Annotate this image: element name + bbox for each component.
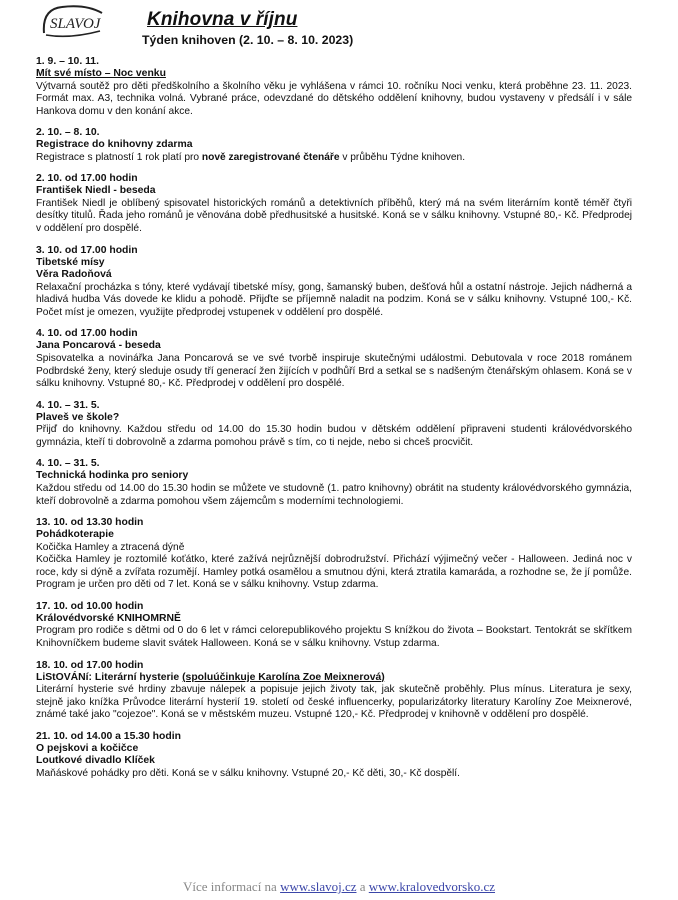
event-date: 13. 10. od 13.30 hodin: [36, 517, 144, 529]
event-item: [36, 127, 632, 164]
event-description: Literární hysterie své hrdiny zbavuje nálepek a popisuje jejich životy tak, jak skutečně proběhly. Plus mínus. Literatura je sexy, stejně jako knížka Průvodce literární hysterií 19. století od české influencerky, popularizátorky literatury Karolíny Zoe Meixnerové, známé také jako "cojezoe". Koná se v městském muzeu. Vstupné 120,- Kč. Předprodej v knihovně v oddělení pro dospělé.: [36, 684, 632, 721]
logo-text: SLAVOJ: [50, 16, 101, 32]
event-title: Tibetské mísy: [36, 256, 105, 268]
event-title: Jana Poncarová - beseda: [36, 340, 161, 352]
event-title: Mít své místo – Noc venku: [36, 68, 166, 79]
page-title: Knihovna v říjnu: [147, 9, 298, 30]
event-date: 4. 10. od 17.00 hodin: [36, 328, 138, 340]
event-item: [36, 400, 632, 450]
event-title: [36, 672, 632, 685]
event-date: 1. 9. – 10. 11.: [36, 56, 99, 67]
event-item: [36, 328, 632, 390]
event-title-guest: (spoluúčinkuje Karolína Zoe Meixnerová): [182, 671, 385, 683]
event-item: [36, 517, 632, 592]
event-date: 4. 10. – 31. 5.: [36, 399, 100, 411]
footer-prefix: Více informací na: [182, 879, 281, 894]
event-date: 3. 10. od 17.00 hodin: [36, 244, 138, 256]
event-title: Technická hodinka pro seniory: [36, 470, 189, 482]
event-description: Výtvarná soutěž pro děti předškolního a školního věku je vyhlášena v rámci 10. ročníku Noci venku, která proběhne 23. 11. 2023. Formát max. A3, technika volná. Vybrané práce, odevzdané do dětského oddělení knihovny, budou vystaveny v předsálí i v sále Hankova domu v den konání akce.: [36, 80, 632, 117]
event-description: Spisovatelka a novinářka Jana Poncarová se ve své tvorbě inspiruje skutečnými událostmi. Debutovala v roce 2018 románem Podbrdské ženy, který sleduje osudy tří generací žen žijících v podhůří Brd a setkal se s nadšeným čtenářským ohlasem. Koná se v sálku knihovny. Vstupné 80,- Kč. Předprodej v oddělení pro dospělé.: [36, 352, 632, 390]
event-title: Registrace do knihovny zdarma: [36, 139, 193, 151]
event-performer: Věra Radoňová: [36, 269, 112, 281]
link-slavoj[interactable]: www.slavoj.cz: [280, 879, 357, 894]
event-item: [36, 245, 632, 320]
event-date: 18. 10. od 17.00 hodin: [36, 659, 144, 671]
footer: [0, 879, 678, 895]
event-item: [36, 731, 632, 781]
event-description: Relaxační procházka s tóny, které vydávají tibetské mísy, gong, šamanský buben, dešťová hůl a ostatní nástroje. Jejich nádherná a hladivá hudba Vás dovede ke klidu a pohodě. Přijďte se příjemně naladit na podzim. Koná se v sálku knihovny. Vstupné 100,- Kč. Počet míst je omezen, využijte předprodej vstupenek v oddělení pro dospělé.: [36, 281, 632, 318]
event-item: [36, 173, 632, 235]
event-date: 2. 10. od 17.00 hodin: [36, 173, 138, 185]
event-list: [36, 56, 632, 790]
event-item: [36, 458, 632, 508]
description-text: v průběhu Týdne knihoven.: [339, 151, 466, 163]
event-description: Program pro rodiče s dětmi od 0 do 6 let v rámci celorepublikového projektu S knížkou do života – Bookstart. Tentokrát se skřítkem Knihovníčkem budeme slavit svátek Halloween. Koná se v sálku knihovny. Vstup zdarma.: [36, 625, 632, 650]
event-title-main: LiStOVÁNí: Literární hysterie: [36, 671, 183, 683]
event-description: Přijď do knihovny. Každou středu od 14.00 do 15.30 hodin budou v dětském oddělení připraveni studenti královédvorského gymnázia, kteří ti dobrovolně a zdarma pomohou právě s tím, co ti nejde, nebo si chceš procvičit.: [36, 424, 632, 448]
page-subtitle: Týden knihoven (2. 10. – 8. 10. 2023): [142, 33, 354, 47]
event-title: Královédvorské KNIHOMRNĚ: [36, 612, 181, 624]
event-item: [36, 56, 632, 118]
description-text: Registrace s platností 1 rok platí pro: [36, 151, 202, 163]
event-item: [36, 660, 632, 722]
description-emphasis: nově zaregistrované čtenáře: [201, 151, 340, 163]
event-performer: Loutkové divadlo Klíček: [36, 755, 155, 767]
event-item: [36, 601, 632, 651]
event-date: 4. 10. – 31. 5.: [36, 458, 100, 470]
library-logo: [40, 3, 106, 39]
event-title: František Niedl - beseda: [36, 185, 156, 197]
event-description: Kočička Hamley je roztomilé koťátko, které zažívá nejrůznější dobrodružství. Přichází výjimečný večer - Halloween. Jediná noc v roce, kdy si dýně a zvířata rozumějí. Hamley potká osamělou a smutnou dýni, která ztratila kamaráda, a rozhodne se, že jí pomůže. Program je určen pro děti od 7 let. Koná se v sálku knihovny. Vstup zdarma.: [36, 554, 632, 591]
event-title: Plaveš ve škole?: [36, 411, 120, 423]
footer-middle: a: [356, 879, 369, 894]
link-kralovedvorsko[interactable]: www.kralovedvorsko.cz: [368, 879, 496, 894]
event-date: 21. 10. od 14.00 a 15.30 hodin: [36, 730, 181, 742]
event-date: 17. 10. od 10.00 hodin: [36, 600, 144, 612]
event-description: Každou středu od 14.00 do 15.30 hodin se můžete ve studovně (1. patro knihovny) obrátit na studenty královédvorského gymnázia, kteří dobrovolně a zdarma pomohou všem zájemcům s moderními technologiemi.: [36, 482, 632, 507]
event-description: [36, 152, 632, 165]
event-title: Pohádkoterapie: [36, 529, 114, 541]
event-date: 2. 10. – 8. 10.: [36, 127, 100, 139]
event-description: František Niedl je oblíbený spisovatel historických románů a detektivních příběhů, který má na svém literárním kontě téměř čtyři desítky titulů. Řada jeho románů je věnována době předhusitské a husitské. Koná se v sálku knihovny. Vstupné 80,- Kč. Předprodej v oddělení pro dospělé.: [36, 197, 632, 235]
event-description: Maňáskové pohádky pro děti. Koná se v sálku knihovny. Vstupné 20,- Kč děti, 30,- Kč dospělí.: [36, 767, 460, 779]
event-title: O pejskovi a kočičce: [36, 742, 139, 754]
event-subtitle: Kočička Hamley a ztracená dýně: [36, 541, 185, 553]
